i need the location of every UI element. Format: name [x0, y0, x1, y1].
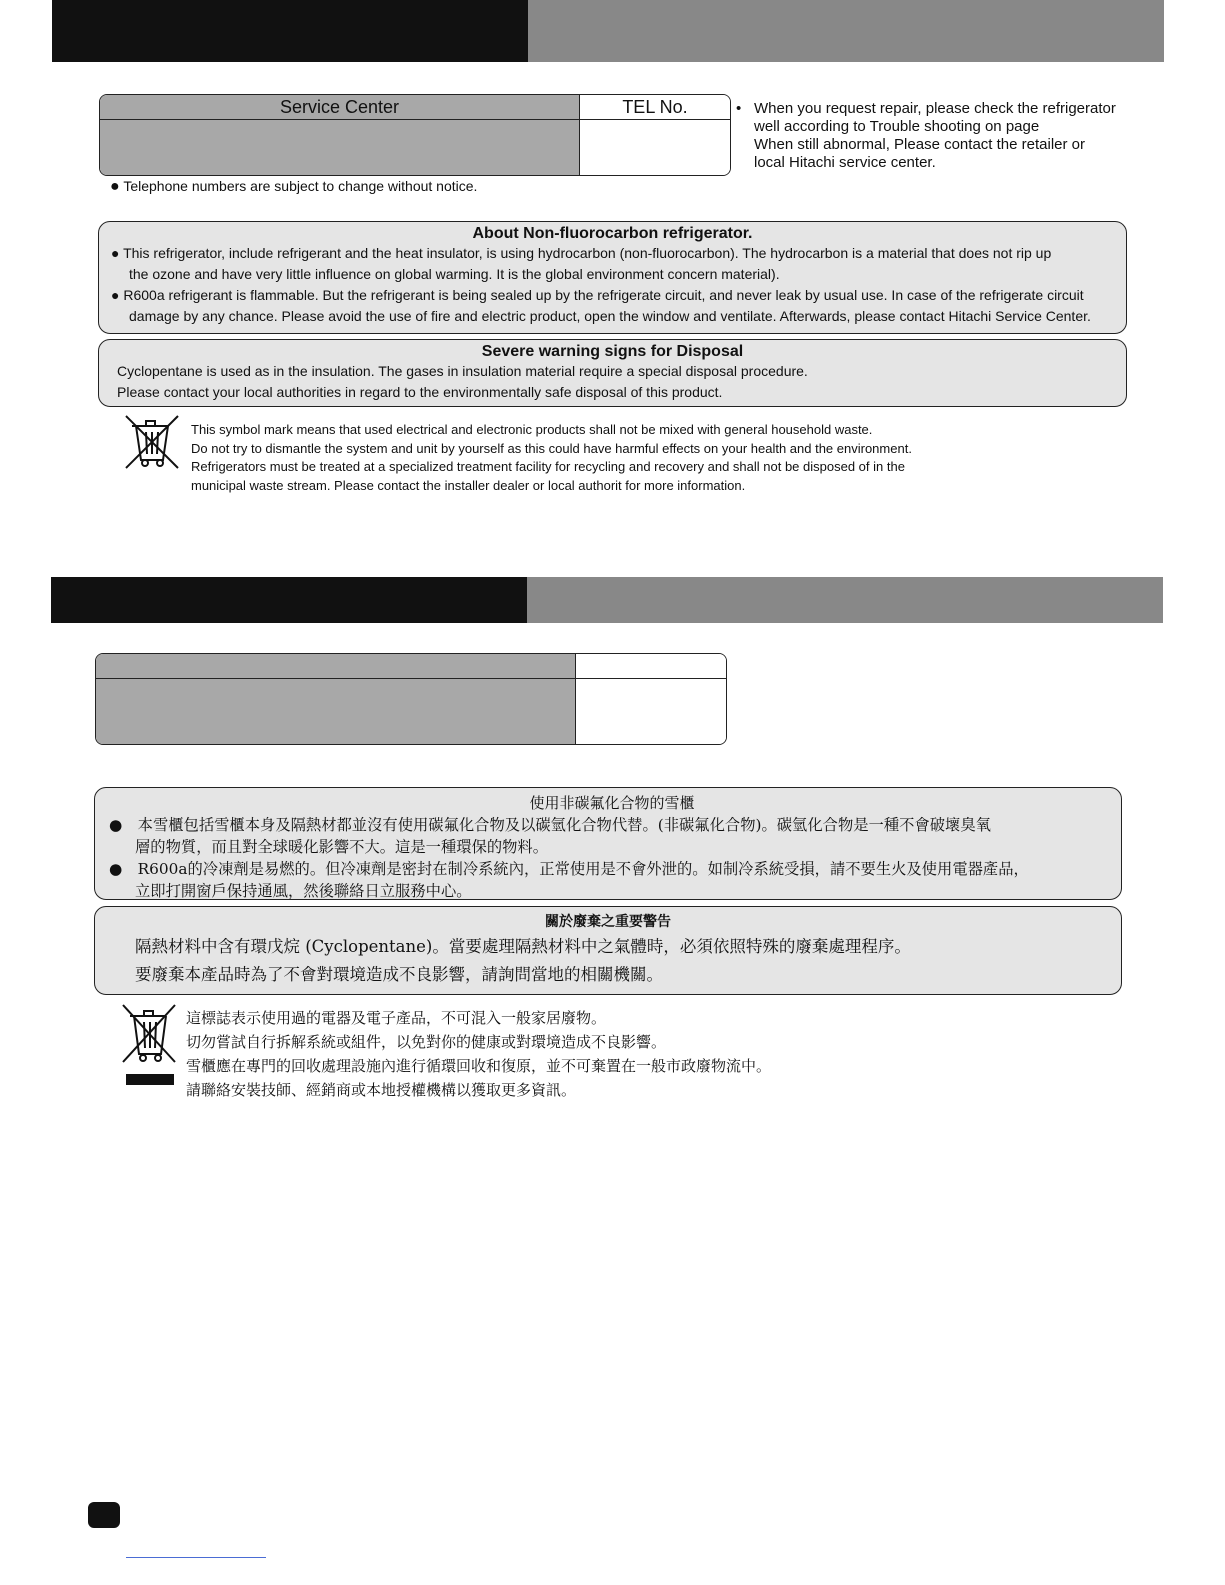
nonfluorocarbon-line-zh: ● R600a的冷凍劑是易燃的。但冷凍劑是密封在制冷系統內，正常使用是不會外泄的。如制冷系統受損，請不要生火及使用電器產品，: [109, 860, 1029, 878]
disposal-warning-title-zh: 關於廢棄之重要警告: [545, 914, 671, 930]
nonfluorocarbon-title-zh: 使用非碳氟化合物的雪櫃: [529, 794, 695, 812]
repair-note-line: When you request repair, please check the refrigerator: [754, 100, 1116, 117]
disposal-warning-line-zh: 隔熱材料中含有環戊烷 (Cyclopentane)。當要處理隔熱材料中之氣體時，必須依照特殊的廢棄處理程序。: [135, 937, 911, 956]
disposal-warning-line-zh: 要廢棄本產品時為了不會對環境造成不良影響，請詢問當地的相關機關。: [135, 965, 663, 984]
phone-note: ● Telephone numbers are subject to change without notice.: [110, 178, 478, 195]
crossed-bin-icon: [120, 1002, 178, 1088]
weee-line-zh: 這標誌表示使用過的電器及電子產品，不可混入一般家居廢物。: [186, 1009, 607, 1027]
banner-grey-block: [527, 577, 1163, 623]
english-section-banner: [52, 0, 1164, 62]
service-center-table: [99, 94, 731, 176]
nonfluorocarbon-box-zh: [94, 787, 1122, 900]
tel-no-cell-zh: [576, 679, 726, 744]
repair-note-line: well according to Trouble shooting on page: [754, 118, 1040, 135]
bottom-rule: [126, 1557, 266, 1558]
nonfluorocarbon-title: About Non-fluorocarbon refrigerator.: [472, 225, 753, 242]
nonfluorocarbon-line: ● This refrigerator, include refrigerant and the heat insulator, is using hydrocarbon (non-fluorocarbon). The hydrocarbon is a material that does not rip up: [111, 245, 1052, 261]
tel-no-header: TEL No.: [580, 95, 730, 120]
service-center-header: Service Center: [100, 95, 580, 120]
weee-notice: [191, 421, 912, 495]
repair-note: • When you request repair, please check the refrigerator well according to Trouble shooting on page When still abnormal, Please contact the retailer or local Hitachi service center.: [736, 100, 1156, 172]
service-center-cell-zh: [96, 679, 576, 744]
weee-line: Refrigerators must be treated at a specialized treatment facility for recycling and recovery and shall not be disposed of in the: [191, 459, 905, 474]
chinese-section-banner: [51, 577, 1163, 623]
tel-no-cell: [580, 120, 730, 175]
service-center-header-zh: [96, 654, 576, 679]
nonfluorocarbon-line: ● R600a refrigerant is flammable. But the refrigerant is being sealed up by the refrigerate circuit, and never leak by usual use. In case of the refrigerate circuit: [111, 287, 1084, 303]
banner-grey-block: [528, 0, 1164, 62]
weee-line: municipal waste stream. Please contact the installer dealer or local authorit for more information.: [191, 477, 746, 493]
nonfluorocarbon-box: [98, 221, 1127, 334]
nonfluorocarbon-line: the ozone and have very little influence on global warming. It is the global environment concern material).: [129, 266, 780, 282]
nonfluorocarbon-line-zh: ● 本雪櫃包括雪櫃本身及隔熱材都並沒有使用碳氟化合物及以碳氫化合物代替。(非碳氟化合物)。碳氫化合物是一種不會破壞臭氧: [109, 816, 991, 834]
weee-line: This symbol mark means that used electrical and electronic products shall not be mixed with general household waste.: [191, 422, 873, 437]
page-number-tab: [88, 1502, 120, 1528]
repair-note-line: When still abnormal, Please contact the retailer or: [754, 136, 1085, 153]
disposal-warning-box-zh: [94, 906, 1122, 995]
weee-line-zh: 切勿嘗試自行拆解系統或組件，以免對你的健康或對環境造成不良影響。: [186, 1033, 667, 1051]
tel-no-header-zh: [576, 654, 726, 679]
weee-line: Do not try to dismantle the system and unit by yourself as this could have harmful effects on your health and the environment.: [191, 440, 912, 456]
banner-dark-block: [51, 577, 527, 623]
repair-note-line: local Hitachi service center.: [754, 154, 936, 171]
weee-line-zh: 雪櫃應在專門的回收處理設施內進行循環回收和復原，並不可棄置在一般市政廢物流中。: [186, 1057, 772, 1075]
nonfluorocarbon-line: damage by any chance. Please avoid the use of fire and electric product, open the window and ventilate. Afterwards, please contact Hitachi Service Center.: [129, 308, 1091, 324]
disposal-warning-line: Please contact your local authorities in regard to the environmentally safe disposal of this product.: [117, 384, 723, 400]
weee-line-zh: 請聯絡安裝技師、經銷商或本地授權機構以獲取更多資訊。: [186, 1081, 577, 1099]
service-center-table-zh: [95, 653, 727, 745]
disposal-warning-title: Severe warning signs for Disposal: [481, 343, 744, 360]
service-center-cell: [100, 120, 580, 175]
nonfluorocarbon-line-zh: 層的物質，而且對全球暖化影響不大。這是一種環保的物料。: [135, 838, 549, 856]
nonfluorocarbon-line-zh: 立即打開窗戶保持通風，然後聯絡日立服務中心。: [135, 882, 472, 900]
weee-notice-zh: [186, 1006, 771, 1102]
disposal-warning-box: [98, 339, 1127, 407]
banner-dark-block: [52, 0, 528, 62]
crossed-bin-icon: [122, 412, 182, 472]
disposal-warning-line: Cyclopentane is used as in the insulation. The gases in insulation material require a special disposal procedure.: [117, 363, 808, 379]
